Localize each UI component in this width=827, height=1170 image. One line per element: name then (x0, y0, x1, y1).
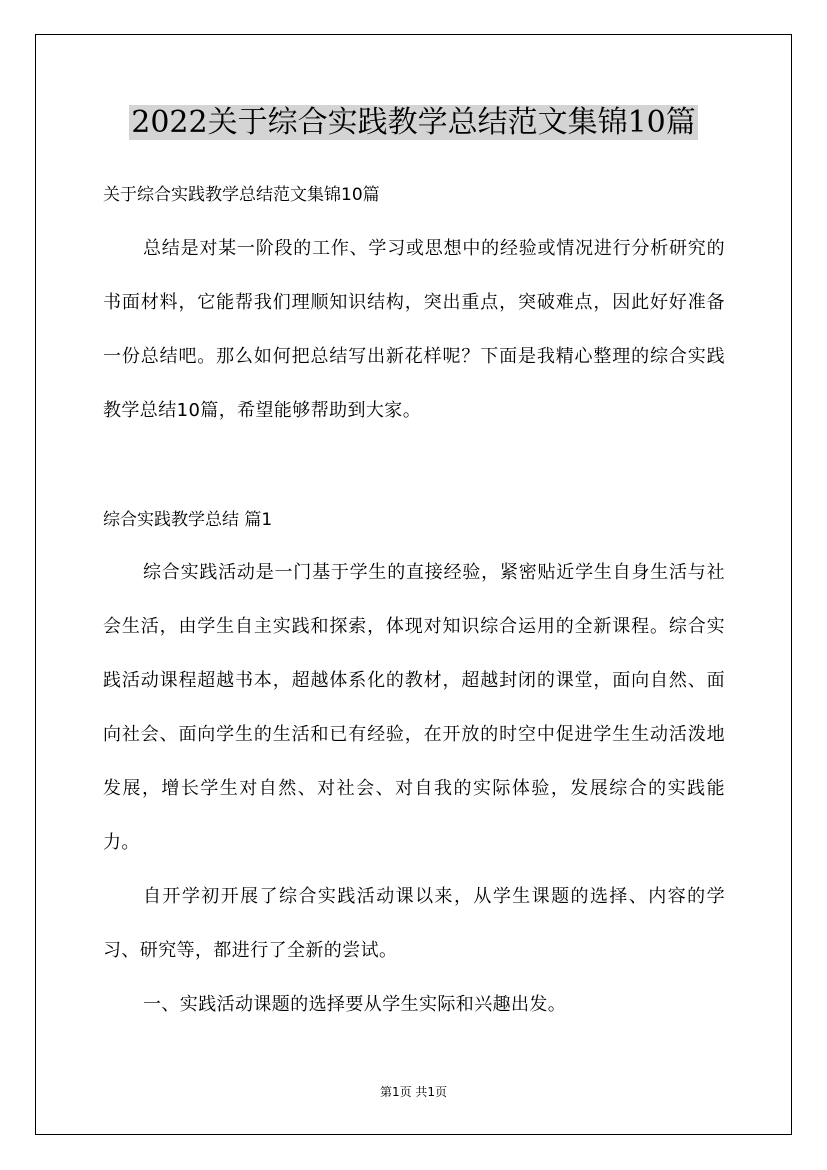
body-paragraph-3: 一、实践活动课题的选择要从学生实际和兴趣出发。 (143, 994, 567, 1015)
document-title-text: 2022关于综合实践教学总结范文集锦10篇 (131, 105, 696, 140)
body-paragraph-1: 综合实践活动是一门基于学生的直接经验，紧密贴近学生自身生活与社会生活，由学生自主实践和探索，体现对知识综合运用的全新课程。综合实践活动课程超越书本，超越体系化的教材，超越封闭的课堂，面向自然、面向社会、面向学生的生活和已有经验，在开放的时空中促进学生生动活泼地发展，增长学生对自然、对社会、对自我的实际体验，发展综合的实践能力。 (103, 562, 725, 853)
page-footer: 第1页 共1页 (379, 1085, 448, 1099)
document-subtitle: 关于综合实践教学总结范文集锦10篇 (103, 185, 380, 205)
document-title (0, 101, 827, 145)
body-paragraph-2: 自开学初开展了综合实践活动课以来，从学生课题的选择、内容的学习、研究等，都进行了全新的尝试。 (103, 886, 725, 961)
section-heading: 综合实践教学总结 篇1 (103, 510, 273, 530)
intro-paragraph: 总结是对某一阶段的工作、学习或思想中的经验或情况进行分析研究的书面材料，它能帮我们理顺知识结构，突出重点，突破难点，因此好好准备一份总结吧。那么如何把总结写出新花样呢？下面是我精心整理的综合实践教学总结10篇，希望能够帮助到大家。 (103, 238, 725, 421)
